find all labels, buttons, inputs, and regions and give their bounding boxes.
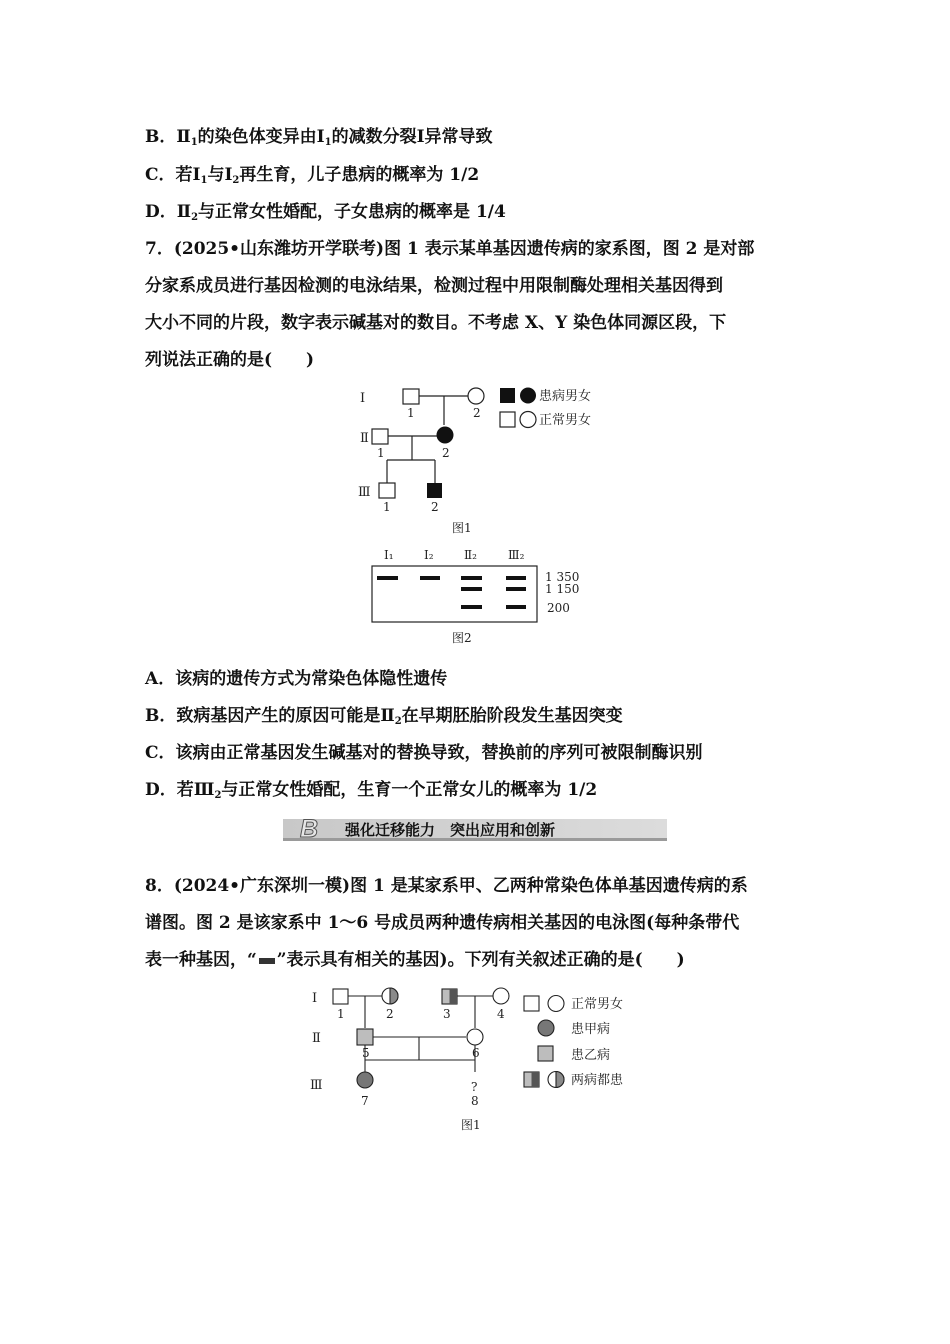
q7-band-II2-1150	[461, 587, 482, 591]
q7-lane-label: Ⅰ₁	[384, 548, 394, 562]
q6-option-d: D．$Ⅱ_2$与正常女性婚配，子女患病的概率是 1/4	[145, 202, 506, 223]
q7-number: 1	[383, 500, 391, 514]
q7-size-200: 200	[547, 601, 570, 615]
q7-stem-line-2: 分家系成员进行基因检测的电泳结果，检测过程中用限制酶处理相关基因得到	[145, 276, 723, 296]
q7-number: 1	[407, 406, 415, 420]
q7-lane-label: Ⅲ₂	[508, 548, 525, 562]
q8-legend-disease-b-icon	[538, 1046, 553, 1061]
q7-band-I1-1350	[377, 576, 398, 580]
q7-fig1-caption: 图1	[452, 521, 472, 535]
q8-fig1-caption: 图1	[461, 1118, 481, 1132]
q7-lane-label: Ⅰ₂	[424, 548, 434, 562]
q8-number: 3	[443, 1007, 451, 1021]
q7-band-I2-1350	[420, 576, 440, 580]
q7-option-d: D．若$Ⅲ_2$与正常女性婚配，生育一个正常女儿的概率为 1/2	[145, 780, 598, 801]
q7-member-III1-normal-male	[379, 483, 395, 498]
q7-band-III2-1350	[506, 576, 526, 580]
q8-member-7-disease-a-female	[357, 1072, 373, 1088]
q7-legend-affected: 患病男女	[539, 389, 592, 404]
q8-gen-label-2: Ⅱ	[312, 1031, 321, 1046]
q8-legend-normal: 正常男女	[571, 997, 624, 1012]
q8-legend-disease-b: 患乙病	[571, 1048, 611, 1063]
q7-band-III2-200	[506, 605, 526, 609]
q8-number: 2	[386, 1007, 394, 1021]
q8-number: 5	[362, 1046, 370, 1060]
q7-stem-line-1: 7．(2025•山东潍坊开学联考)图 1 表示某单基因遗传病的家系图，图 2 是对部	[145, 239, 755, 259]
q7-member-II1-normal-male	[372, 429, 388, 444]
q8-gen-label-1: Ⅰ	[312, 991, 318, 1006]
q8-legend-disease-a: 患甲病	[571, 1022, 611, 1037]
q8-member-2-both-diseases-female	[382, 988, 398, 1004]
q7-gel-frame	[372, 566, 537, 622]
q8-stem-line-3: 表一种基因，“ ”表示具有相关的基因)。下列有关叙述正确的是( )	[145, 950, 685, 970]
q8-legend-normal-male-icon	[524, 996, 539, 1011]
q7-pedigree-figure	[340, 380, 640, 540]
q8-member-8-unknown: ?	[471, 1080, 478, 1094]
q6-option-b: B．$Ⅱ_1$的染色体变异由$Ⅰ_1$的减数分裂Ⅰ异常导致	[145, 127, 493, 148]
q7-band-II2-1350	[461, 576, 482, 580]
q7-member-II2-affected-female	[437, 427, 454, 444]
q7-legend-affected-male-icon	[500, 388, 515, 403]
q7-number: 1	[377, 446, 385, 460]
q7-number: 2	[431, 500, 439, 514]
q7-size-1150: 1 150	[545, 582, 580, 596]
q7-number: 2	[473, 406, 481, 420]
q6-option-c: C．若$Ⅰ_1$与$Ⅰ_2$再生育，儿子患病的概率为 1/2	[145, 165, 480, 186]
q7-legend-normal-male-icon	[500, 412, 515, 427]
q8-member-6-normal-female	[467, 1029, 483, 1045]
q8-number: 1	[337, 1007, 345, 1021]
q7-gen-label-1: Ⅰ	[360, 391, 366, 406]
q7-option-a: A．该病的遗传方式为常染色体隐性遗传	[145, 669, 448, 689]
q7-legend-affected-female-icon	[520, 388, 536, 404]
q7-legend-normal-female-icon	[520, 412, 536, 428]
q8-number: 4	[497, 1007, 505, 1021]
q8-member-4-normal-female	[493, 988, 509, 1004]
q7-member-I2-normal-female	[468, 388, 484, 404]
q7-electrophoresis-figure	[365, 544, 595, 648]
banner-letter-b-icon: B	[299, 815, 319, 842]
q8-legend-both-female-icon	[548, 1072, 564, 1088]
q8-number: 7	[361, 1094, 369, 1108]
q7-lane-label: Ⅱ₂	[464, 548, 477, 562]
q8-pedigree-figure	[300, 980, 645, 1140]
q7-stem-line-4: 列说法正确的是( )	[145, 350, 315, 370]
q7-stem-line-3: 大小不同的片段，数字表示碱基对的数目。不考虑 X、Y 染色体同源区段，下	[145, 313, 727, 333]
q8-stem-line-2: 谱图。图 2 是该家系中 1～6 号成员两种遗传病相关基因的电泳图(每种条带代	[145, 913, 740, 933]
q7-member-I1-normal-male	[403, 389, 419, 404]
q7-legend-normal: 正常男女	[539, 413, 592, 428]
q8-gen-label-3: Ⅲ	[310, 1078, 323, 1093]
q7-option-b: B．致病基因产生的原因可能是$Ⅱ_2$在早期胚胎阶段发生基因突变	[145, 706, 623, 727]
q7-gen-label-2: Ⅱ	[360, 431, 369, 446]
q8-number: 6	[472, 1046, 480, 1060]
q8-legend-both: 两病都患	[571, 1073, 624, 1088]
section-banner	[283, 815, 667, 842]
q8-number: 8	[471, 1094, 479, 1108]
q7-number: 2	[442, 446, 450, 460]
q8-member-5-disease-b-male	[357, 1029, 373, 1045]
q7-band-II2-200	[461, 605, 482, 609]
q7-option-c: C．该病由正常基因发生碱基对的替换导致，替换前的序列可被限制酶识别	[145, 743, 703, 763]
q8-legend-disease-a-icon	[538, 1020, 554, 1036]
banner-title: 强化迁移能力 突出应用和创新	[345, 821, 556, 839]
q8-legend-both-male-icon	[524, 1072, 539, 1087]
q7-size-1350: 1 350	[545, 570, 580, 584]
q7-gen-label-3: Ⅲ	[358, 485, 371, 500]
q8-stem-line-1: 8．(2024•广东深圳一模)图 1 是某家系甲、乙两种常染色体单基因遗传病的系	[145, 876, 748, 896]
q7-band-III2-1150	[506, 587, 526, 591]
q8-member-3-both-diseases-male	[442, 989, 457, 1004]
q7-fig2-caption: 图2	[452, 631, 472, 645]
q8-legend-normal-female-icon	[548, 996, 564, 1012]
band-symbol-icon	[259, 958, 275, 964]
q8-member-1-normal-male	[333, 989, 348, 1004]
q7-member-III2-affected-male	[427, 483, 442, 498]
